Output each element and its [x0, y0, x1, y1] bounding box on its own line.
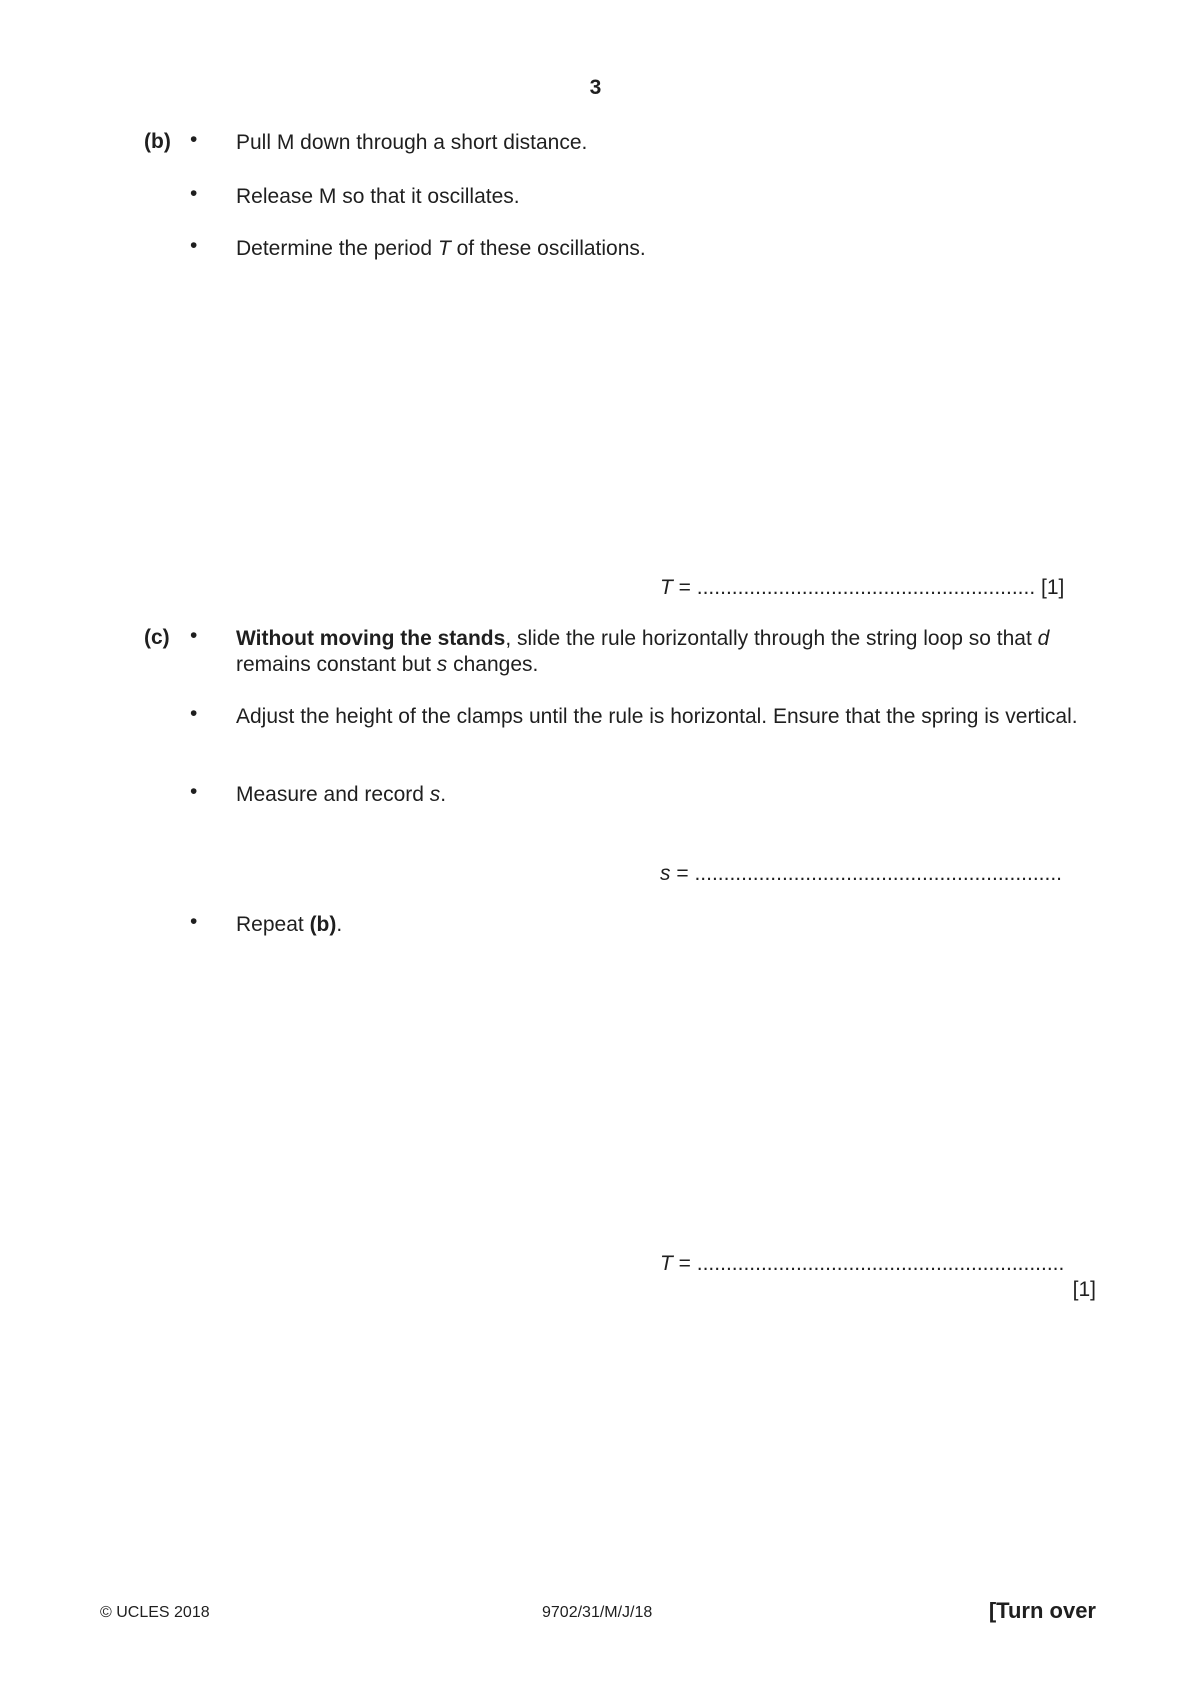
bullet-icon: •: [190, 780, 198, 803]
part-b-answer-t[interactable]: T = .......................................................... [1]: [660, 576, 1065, 599]
turn-over: [Turn over: [988, 1598, 1096, 1623]
part-c-answer-t[interactable]: T = ...............................................................: [660, 1252, 1065, 1275]
part-c-bullet-1: Without moving the stands, slide the rule horizontally through the string loop so that d remains constant but s changes.: [236, 627, 1050, 676]
bullet-icon: •: [190, 910, 198, 933]
page-number: 3: [589, 76, 602, 99]
mark-allocation: [1]: [1041, 576, 1065, 599]
part-c-bullet-2: Adjust the height of the clamps until the rule is horizontal. Ensure that the spring is vertical.: [236, 705, 1078, 728]
part-c-bullet-4: Repeat (b).: [236, 913, 343, 936]
part-c-label: (c): [144, 626, 170, 649]
part-b-label: (b): [144, 130, 171, 153]
part-b-bullet-1: Pull M down through a short distance.: [236, 131, 588, 154]
bullet-icon: •: [190, 128, 198, 151]
paper-code: 9702/31/M/J/18: [542, 1604, 653, 1621]
bullet-icon: •: [190, 702, 198, 725]
bullet-icon: •: [190, 182, 198, 205]
copyright: © UCLES 2018: [100, 1604, 210, 1621]
part-c-bullet-3: Measure and record s.: [236, 783, 447, 806]
mark-allocation: [1]: [1072, 1278, 1096, 1301]
part-b-bullet-2: Release M so that it oscillates.: [236, 185, 520, 208]
bullet-icon: •: [190, 624, 198, 647]
part-b-bullet-3: Determine the period T of these oscillations.: [236, 237, 646, 260]
part-c-answer-s[interactable]: s = ...............................................................: [660, 862, 1063, 885]
bullet-icon: •: [190, 234, 198, 257]
